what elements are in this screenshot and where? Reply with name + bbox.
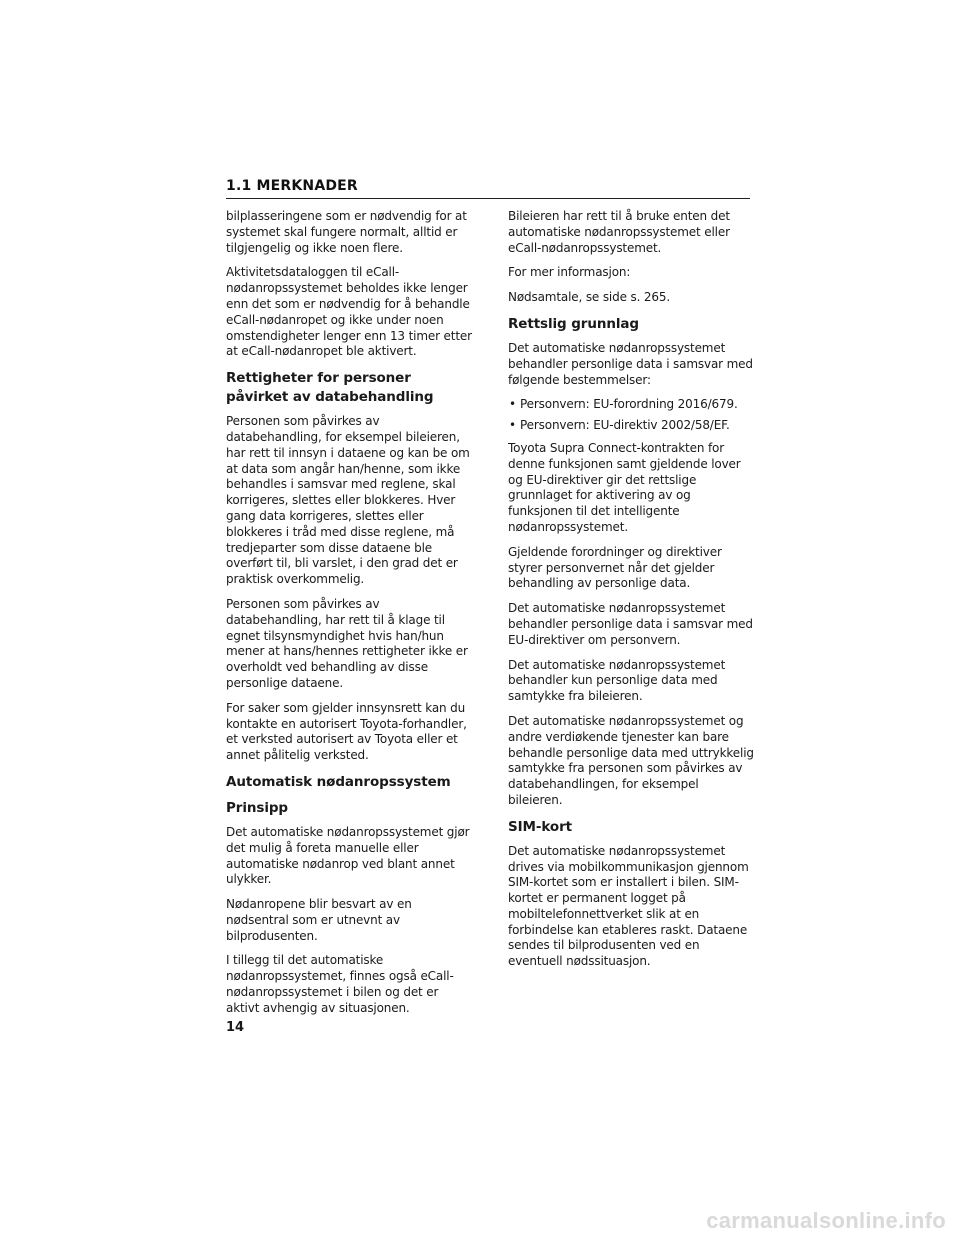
paragraph: Det automatiske nødanropssystemet behandler kun personlige data med samtykke fra bileieren. [508, 657, 726, 704]
watermark-text: carmanualsonline.info [706, 1208, 946, 1233]
paragraph: Det automatiske nødanropssystemet og andre verdiøkende tjenester kan bare behandle personlige data med uttrykkelig samtykke fra personen som påvirkes av databehandlingen, for eksempel bileieren. [508, 713, 754, 807]
section-heading: SIM-kort [508, 818, 572, 835]
section-heading: Automatisk nødanropssystem [226, 773, 451, 790]
bullet-list [508, 397, 756, 434]
paragraph: Bileieren har rett til å bruke enten det automatiske nødanropssystemet eller eCall-nødanropssystemet. [508, 209, 730, 255]
page-number: 14 [226, 1020, 245, 1035]
paragraph: bilplasseringene som er nødvendig for at systemet skal fungere normalt, alltid er tilgjengelig og ikke noen flere. [226, 209, 467, 255]
section-title: 1.1 MERKNADER [226, 178, 358, 194]
subsection-heading: Prinsipp [226, 799, 288, 816]
paragraph: I tillegg til det automatiske nødanropssystemet, finnes også eCall-nødanropssystemet i bilen og det er aktivt avhengig av situasjonen. [226, 953, 454, 1015]
paragraph: Personen som påvirkes av databehandling, har rett til å klage til egnet tilsynsmyndighet hvis han/hun mener at hans/hennes rettigheter ikke er overholdt ved behandling av disse personlige dataene. [226, 596, 468, 690]
paragraph: For saker som gjelder innsynsrett kan du kontakte en autorisert Toyota-forhandler, et verksted autorisert av Toyota eller et annet pålitelig verksted. [226, 700, 467, 763]
paragraph: Det automatiske nødanropssystemet behandler personlige data i samsvar med EU-direktiver om personvern. [508, 601, 753, 647]
paragraph: Det automatiske nødanropssystemet drives via mobilkommunikasjon gjennom SIM-kortet som er installert i bilen. SIM-kortet er permanent logget på mobiltelefonnettverket slik at en forbindelse kan etableres raskt. Dataene sendes til bilprodusenten ved en eventuell nødssituasjon. [508, 843, 749, 969]
paragraph: Personen som påvirkes av databehandling, for eksempel bileieren, har rett til innsyn i dataene og kan be om at data som angår han/henne, som ikke behandles i samsvar med reglene, skal korrigeres, slettes eller blokkeres. Hver gang data korrigeres, slettes eller blokkeres i tråd med disse reglene, må tredjeparter som disse dataene ble overført til, bli varslet, i den grad det er praktisk overkommelig. [226, 414, 470, 587]
paragraph: Det automatiske nødanropssystemet gjør det mulig å foreta manuelle eller automatiske nødanrop ved blant annet ulykker. [226, 824, 470, 887]
section-heading: Rettslig grunnlag [508, 315, 639, 332]
section-header [226, 178, 750, 199]
paragraph: Nødanropene blir besvart av en nødsentral som er utnevnt av bilprodusenten. [226, 897, 412, 943]
list-item: • Personvern: EU-direktiv 2002/58/EF. [508, 418, 756, 434]
list-item: • Personvern: EU-forordning 2016/679. [508, 397, 756, 413]
section-heading: Rettigheter for personer påvirket av databehandling [226, 370, 434, 406]
paragraph: Gjeldende forordninger og direktiver styrer personvernet når det gjelder behandling av personlige data. [508, 544, 722, 591]
right-column [508, 209, 756, 979]
paragraph: Toyota Supra Connect-kontrakten for denne funksjonen samt gjeldende lover og EU-direktiver gir det rettslige grunnlaget for aktivering av og funksjonen til det intelligente nødanropssystemet. [508, 440, 741, 534]
cross-reference: Nødsamtale, se side s. 265. [508, 290, 671, 305]
paragraph: Det automatiske nødanropssystemet behandler personlige data i samsvar med følgende bestemmelser: [508, 340, 753, 387]
paragraph: Aktivitetsdataloggen til eCall-nødanropssystemet beholdes ikke lenger enn det som er nødvendig for å behandle eCall-nødanropet og ikke under noen omstendigheter lenger enn 13 timer etter at eCall-nødanropet ble aktivert. [226, 265, 472, 359]
left-column [226, 209, 474, 1026]
paragraph: For mer informasjon: [508, 265, 631, 280]
